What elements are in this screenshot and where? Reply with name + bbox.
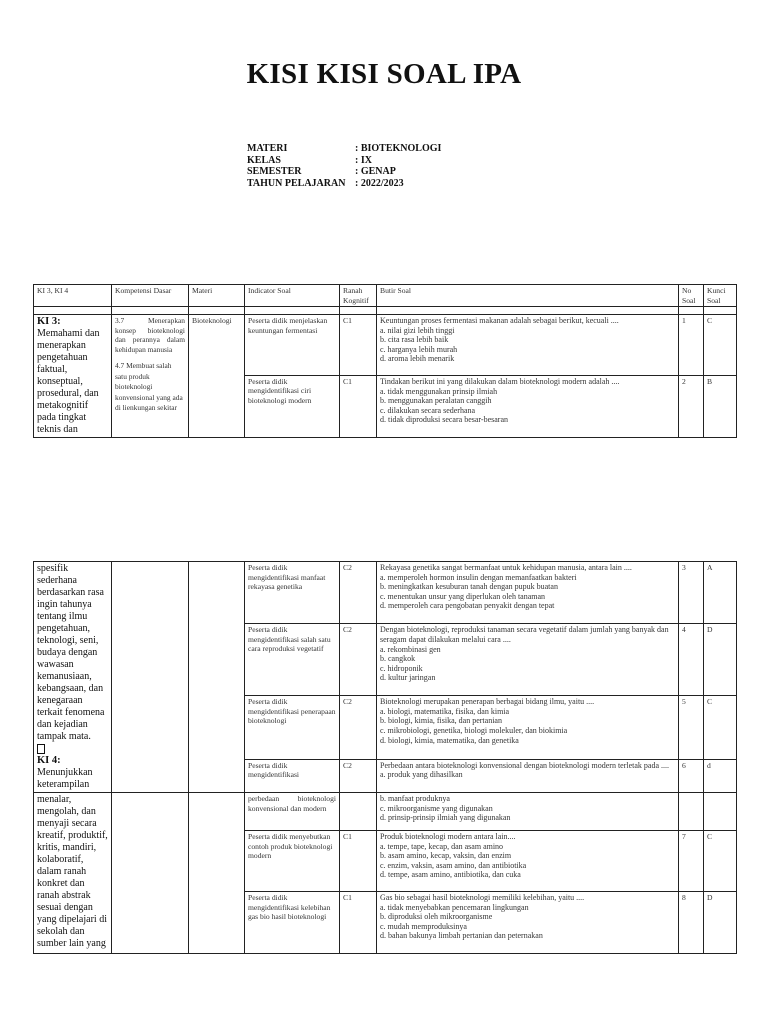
meta-label: SEMESTER — [247, 166, 302, 177]
table-header-row — [34, 285, 737, 307]
ranah-cell: C2 — [340, 562, 377, 624]
ki4-heading: KI 4: — [37, 755, 61, 766]
butir-cell — [377, 793, 679, 831]
butir-cell — [377, 375, 679, 437]
option: d. kultur jaringan — [380, 673, 436, 683]
no-cell: 5 — [679, 696, 704, 759]
meta-row-materi — [247, 143, 441, 155]
butir-cell — [377, 315, 679, 376]
question-text: Perbedaan antara bioteknologi konvensional dengan bioteknologi modern terletak pada .... — [380, 760, 670, 770]
option: d. memperoleh cara pengobatan penyakit dengan tepat — [380, 601, 555, 611]
header-ki: KI 3, KI 4 — [34, 285, 112, 307]
kd-3-7: 3.7 Menerapkan konsep bioteknologi dan perannya dalam kehidupan manusia — [115, 316, 185, 354]
ranah-cell: C1 — [340, 831, 377, 892]
indikator-cell: Peserta didik mengidentifikasi kelebihan gas bio hasil bioteknologi — [245, 892, 340, 954]
meta-row-tahun — [247, 178, 441, 190]
header-kunci: Kunci Soal — [704, 285, 737, 307]
no-cell — [679, 793, 704, 831]
meta-label: TAHUN PELAJARAN — [247, 177, 346, 189]
header-no: No Soal — [679, 285, 704, 307]
kunci-cell: D — [704, 624, 737, 696]
kunci-cell: A — [704, 562, 737, 624]
ranah-cell — [340, 793, 377, 831]
kisi-kisi-table-part-1 — [33, 284, 737, 438]
option: d. aroma lebih menarik — [380, 354, 455, 364]
option: a. tidak menyebabkan pencemaran lingkungan — [380, 902, 529, 912]
indikator-cell: Peserta didik menjelaskan keuntungan fermentasi — [245, 315, 340, 376]
ki4-text: Menunjukkan keterampilan — [37, 767, 93, 790]
option: c. dilakukan secara sederhana — [380, 405, 476, 415]
header-kd: Kompetensi Dasar — [112, 285, 189, 307]
option: c. harganya lebih murah — [380, 344, 458, 354]
ranah-cell: C1 — [340, 315, 377, 376]
ki3-text: Memahami dan menerapkan pengetahuan faktual, konseptual, prosedural, dan metakognitif pada tingkat teknis dan — [37, 328, 100, 435]
question-text: Dengan bioteknologi, reproduksi tanaman secara vegetatif dalam jumlah yang banyak dan seragam dapat dilakukan melalui cara .... — [380, 625, 669, 645]
kunci-cell: C — [704, 315, 737, 376]
table-row — [34, 793, 737, 831]
option: d. bahan bakunya limbah pertanian dan peternakan — [380, 931, 543, 941]
option: d. prinsip-prinsip ilmiah yang digunakan — [380, 813, 511, 823]
no-cell: 3 — [679, 562, 704, 624]
indikator-cell: Peserta didik menyebutkan contoh produk bioteknologi modern — [245, 831, 340, 892]
materi-cell: Bioteknologi — [189, 315, 245, 438]
question-text: Bioteknologi merupakan penerapan berbagai bidang ilmu, yaitu .... — [380, 697, 595, 707]
option: d. tempe, asam amino, antibiotika, dan cuka — [380, 870, 521, 880]
meta-value: : IX — [355, 154, 372, 166]
question-text: Keuntungan proses fermentasi makanan adalah sebagai berikut, kecuali .... — [380, 316, 619, 325]
header-indikator: Indicator Soal — [245, 285, 340, 307]
option: c. hidroponik — [380, 663, 423, 673]
option: c. mudah memproduksinya — [380, 921, 467, 931]
ranah-cell: C1 — [340, 892, 377, 954]
header-materi: Materi — [189, 285, 245, 307]
ranah-cell: C2 — [340, 759, 377, 792]
option: d. tidak diproduksi secara besar-besaran — [380, 415, 509, 425]
table-row — [34, 562, 737, 624]
missing-glyph-icon — [37, 743, 108, 755]
ranah-cell: C1 — [340, 375, 377, 437]
indikator-cell: Peserta didik mengidentifikasi penerapaan bioteknologi — [245, 696, 340, 759]
butir-cell — [377, 696, 679, 759]
ki-cell — [34, 562, 112, 793]
question-text: Gas bio sebagai hasil bioteknologi memiliki kelebihan, yaitu .... — [380, 893, 585, 902]
option: a. memperoleh hormon insulin dengan memanfaatkan bakteri — [380, 572, 577, 582]
no-cell: 1 — [679, 315, 704, 376]
meta-value: : BIOTEKNOLOGI — [355, 143, 442, 154]
kunci-cell: D — [704, 892, 737, 954]
option: b. meningkatkan kesuburan tanah dengan pupuk buatan — [380, 582, 558, 592]
no-cell: 6 — [679, 759, 704, 792]
ki4-continued-text: menalar, mengolah, dan menyaji secara kreatif, produktif, kritis, mandiri, kolaboratif, dalam ranah konkret dan ranah abstrak sesuai dengan yang dipelajari di sekolah dan sumber lain yang — [37, 794, 108, 949]
meta-row-semester — [247, 166, 441, 178]
question-text: Tindakan berikut ini yang dilakukan dalam bioteknologi modern adalah .... — [380, 376, 620, 386]
indikator-cell: Peserta didik mengidentifikasi ciri bioteknologi modern — [245, 375, 340, 437]
kunci-cell — [704, 793, 737, 831]
no-cell: 7 — [679, 831, 704, 892]
kd-cell — [112, 315, 189, 438]
option: b. asam amino, kecap, vaksin, dan enzim — [380, 851, 512, 861]
meta-label: KELAS — [247, 154, 281, 166]
ranah-cell: C2 — [340, 696, 377, 759]
indikator-cell: Peserta didik mengidentifikasi — [245, 759, 340, 792]
question-text: Rekayasa genetika sangat bermanfaat untuk kehidupan manusia, antara lain .... — [380, 563, 632, 572]
option: c. mikroorganisme yang digunakan — [380, 803, 493, 813]
indikator-cell: perbedaan bioteknologi konvensional dan modern — [245, 793, 340, 831]
kd-cell — [112, 793, 189, 954]
ki-cell — [34, 315, 112, 438]
no-cell: 8 — [679, 892, 704, 954]
kd-cell — [112, 562, 189, 793]
option: a. produk yang dihasilkan — [380, 770, 463, 780]
document-meta — [247, 143, 441, 189]
option: a. tidak menggunakan prinsip ilmiah — [380, 386, 498, 396]
question-text: Produk bioteknologi modern antara lain.... — [380, 832, 516, 841]
ranah-cell: C2 — [340, 624, 377, 696]
option: c. mikrobiologi, genetika, biologi molekuler, dan biokimia — [380, 726, 568, 735]
option: c. enzim, vaksin, asam amino, dan antibiotika — [380, 860, 527, 870]
option: a. biologi, matematika, fisika, dan kimia — [380, 706, 510, 716]
option: c. menentukan unsur yang diperlukan oleh tanaman — [380, 591, 546, 601]
materi-cell — [189, 793, 245, 954]
option: a. tempe, tape, kecap, dan asam amino — [380, 841, 504, 851]
butir-cell — [377, 562, 679, 624]
option: b. menggunakan peralatan canggih — [380, 396, 492, 406]
materi-cell — [189, 562, 245, 793]
indikator-cell: Peserta didik mengidentifikasi manfaat rekayasa genetika — [245, 562, 340, 624]
option: b. biologi, kimia, fisika, dan pertanian — [380, 716, 502, 726]
meta-label: MATERI — [247, 143, 288, 154]
option: a. nilai gizi lebih tinggi — [380, 325, 455, 335]
butir-cell — [377, 892, 679, 954]
table-row — [34, 315, 737, 376]
header-butir: Butir Soal — [377, 285, 679, 307]
no-cell: 2 — [679, 375, 704, 437]
option: b. diproduksi oleh mikroorganisme — [380, 912, 493, 922]
ki3-heading: KI 3: — [37, 316, 61, 327]
indikator-cell: Peserta didik mengidentifikasi salah satu cara reproduksi vegetatif — [245, 624, 340, 696]
option: b. manfaat produknya — [380, 794, 450, 803]
kunci-cell: C — [704, 831, 737, 892]
page-title: KISI KISI SOAL IPA — [246, 58, 522, 90]
option: d. biologi, kimia, matematika, dan genetika — [380, 735, 519, 745]
kunci-cell: B — [704, 375, 737, 437]
kd-4-7: 4.7 Membuat salah satu produk bioteknologi konvensional yang ada di lienkungan sekitar — [115, 361, 183, 412]
meta-row-kelas — [247, 155, 441, 167]
kisi-kisi-table-part-2 — [33, 561, 737, 954]
kunci-cell: d — [704, 759, 737, 792]
option: a. rekombinasi gen — [380, 644, 441, 654]
ki-cell — [34, 793, 112, 954]
option: b. cangkok — [380, 654, 416, 664]
kunci-cell: C — [704, 696, 737, 759]
header-ranah: Ranah Kognitif — [340, 285, 377, 307]
butir-cell — [377, 831, 679, 892]
butir-cell — [377, 759, 679, 792]
table-spacer-row — [34, 307, 737, 315]
ki3-continued-text: spesifik sederhana berdasarkan rasa ingin tahunya tentang ilmu pengetahuan, teknologi, seni, budaya dengan wawasan kemanusiaan, kebangsaan, dan kenegaraan terkait fenomena dan kejadian tampak mata. — [37, 563, 105, 742]
meta-value: : 2022/2023 — [355, 177, 404, 189]
meta-value: : GENAP — [355, 166, 396, 177]
no-cell: 4 — [679, 624, 704, 696]
butir-cell — [377, 624, 679, 696]
option: b. cita rasa lebih baik — [380, 335, 449, 345]
